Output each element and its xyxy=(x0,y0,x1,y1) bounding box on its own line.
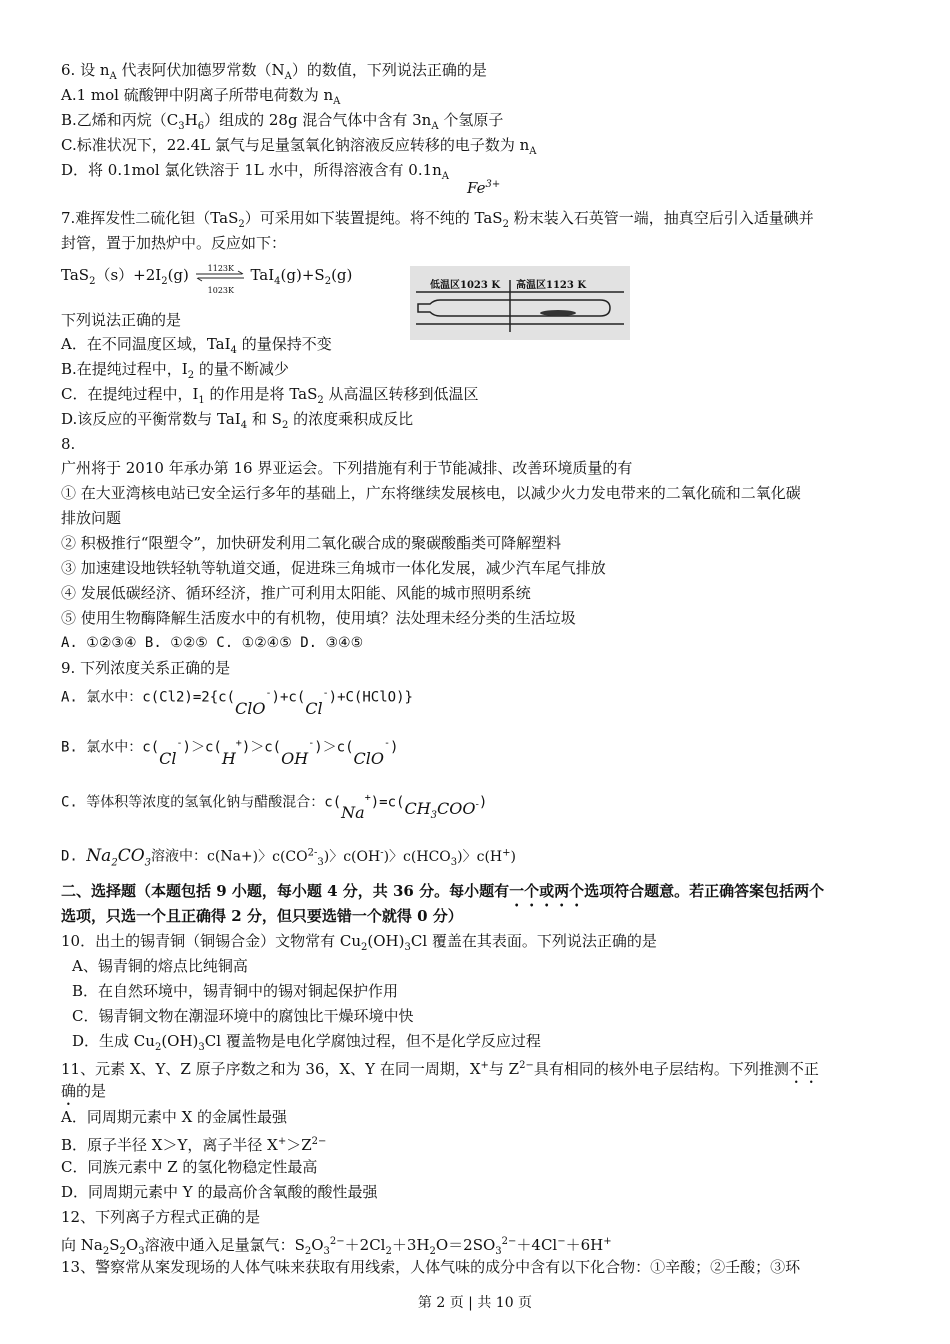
q6-option-d: D．将 0.1mol 氯化铁溶于 1L 水中，所得溶液含有 $0.1n_A$ xyxy=(61,161,450,182)
q12-stem: 12、下列离子方程式正确的是 xyxy=(61,1208,261,1226)
q9-option-d: D. $Na_2CO_3$溶液中：c(Na+)〉$c(CO^{2-}_3)$〉c(OH-)〉$c(HCO_3)$〉c(H+) xyxy=(61,845,516,869)
q8-item-5: ⑤ 使用生物酶降解生活废水中的有机物，使用填？法处理未经分类的生活垃圾 xyxy=(61,609,576,627)
low-temp-label: 低温区1023 K xyxy=(430,280,501,291)
q8-number: 8. xyxy=(61,435,76,453)
q11-option-c: C．同族元素中 Z 的氢化物稳定性最高 xyxy=(61,1158,318,1176)
q10-option-a: A、锡青铜的熔点比纯铜高 xyxy=(72,957,248,975)
q6-fe-ion: $Fe^{3+}$ xyxy=(467,179,501,197)
equilibrium-arrow-icon: 1123K 1023K xyxy=(194,266,246,286)
q8-item-1: ① 在大亚湾核电站已安全运行多年的基础上，广东将继续发展核电，以减少火力发电带来的二氧化硫和二氧化碳 xyxy=(61,484,801,502)
q6-option-a: A.1 mol 硫酸钾中阴离子所带电荷数为 $n_A$ xyxy=(61,86,341,107)
q7-equation: $TaS_2(s)+2I_2(g)$ 1123K 1023K $TaI_4(g)+S_2(g)$ xyxy=(61,264,353,295)
page-footer: 第 2 页 | 共 10 页 xyxy=(417,1295,533,1311)
q10-option-d: D．生成 $Cu_2(OH)_3Cl$ 覆盖物是电化学腐蚀过程，但不是化学反应过程 xyxy=(72,1032,541,1053)
q13-stem: 13、警察常从案发现场的人体气味来获取有用线索，人体气味的成分中含有以下化合物：①辛酸；②壬酸；③环 xyxy=(61,1258,801,1276)
q9-option-c: C. 等体积等浓度的氢氧化钠与醋酸混合：$c(Na^+)=c(CH_3COO^-)$ xyxy=(61,792,488,823)
q7-stem-1: 7.难挥发性二硫化钽（TaS$_2$）可采用如下装置提纯。将不纯的 TaS$_2$ 粉末装入石英管一端，抽真空后引入适量碘并 xyxy=(61,209,814,230)
q9-stem: 9. 下列浓度关系正确的是 xyxy=(61,659,231,677)
section-2-heading-line-1: 二、选择题（本题包括 9 小题，每小题 4 分，共 36 分。每小题有一个或两个选项符合题意。若正确答案包括两个 xyxy=(61,882,825,900)
q11-option-b: B．原子半径 X＞Y，离子半径 $X^+>Z^{2-}$ xyxy=(61,1136,327,1154)
q10-stem: 10．出土的锡青铜（铜锡合金）文物常有 $Cu_2(OH)_3Cl$ 覆盖在其表面。下列说法正确的是 xyxy=(61,932,657,953)
q10-option-b: B．在自然环境中，锡青铜中的锡对铜起保护作用 xyxy=(72,982,399,1000)
high-temp-label: 高温区1123 K xyxy=(516,280,587,291)
q8-options: A. ①②③④ B. ①②⑤ C. ①②④⑤ D. ③④⑤ xyxy=(61,635,364,651)
section-2-heading-line-2: 选项，只选一个且正确得 2 分，但只要选错一个就得 0 分） xyxy=(61,907,463,925)
q7-option-b: B.在提纯过程中，$I_2$ 的量不断减少 xyxy=(61,360,289,381)
q8-item-4: ④ 发展低碳经济、循环经济，推广可利用太阳能、风能的城市照明系统 xyxy=(61,584,531,602)
q7-option-a: A．在不同温度区域，TaI$_4$ 的量保持不变 xyxy=(61,335,332,356)
q9-option-b: B. 氯水中：c(Cl-)＞c(H+)＞c(OH-)＞c(ClO-) xyxy=(61,738,399,768)
q8-stem: 广州将于 2010 年承办第 16 界亚运会。下列措施有利于节能减排、改善环境质量的有 xyxy=(61,459,633,477)
q6-option-b: B.乙烯和丙烷$(C_3H_6)$组成的 28g 混合气体中含有 $3n_A$ 个氢原子 xyxy=(61,111,504,132)
q7-ask: 下列说法正确的是 xyxy=(61,311,182,329)
q6-stem: 6. 设 $n_A$ 代表阿伏加德罗常数$(N_A)$的数值，下列说法正确的是 xyxy=(61,61,487,82)
q8-item-1-cont: 排放问题 xyxy=(61,509,122,527)
q8-item-2: ② 积极推行“限塑令”，加快研发利用二氧化碳合成的聚碳酸酯类可降解塑料 xyxy=(61,534,562,552)
q9-option-a: A. 氯水中：c(Cl2)=2{c(ClO-)+c(Cl-)+C(HClO)} xyxy=(61,688,413,718)
q6-option-c: C.标准状况下，22.4L 氯气与足量氢氧化钠溶液反应转移的电子数为 $n_A$ xyxy=(61,136,537,157)
q12-equation: 向 $Na_2S_2O_3$溶液中通入足量氯气：$S_2O_3^{2-}+2Cl_2+3H_2O=2SO_3^{2-}+4Cl^-+6H^+$ xyxy=(61,1236,612,1257)
q8-item-3: ③ 加速建设地铁轻轨等轨道交通，促进珠三角城市一体化发展，减少汽车尾气排放 xyxy=(61,559,606,577)
q11-option-d: D．同周期元素中 Y 的最高价含氧酸的酸性最强 xyxy=(61,1183,378,1201)
q7-option-c: C．在提纯过程中，$I_1$ 的作用是将 TaS$_2$ 从高温区转移到低温区 xyxy=(61,385,479,406)
q7-stem-2: 封管，置于加热炉中。反应如下： xyxy=(61,234,287,252)
q11-stem-cont: 确的是 xyxy=(61,1082,107,1100)
q7-option-d: D.该反应的平衡常数与 TaI$_4$ 和 $S_2$ 的浓度乘积成反比 xyxy=(61,410,414,431)
q10-option-c: C．锡青铜文物在潮湿环境中的腐蚀比干燥环境中快 xyxy=(72,1007,414,1025)
quartz-tube-figure xyxy=(410,266,630,340)
q11-stem: 11、元素 X、Y、Z 原子序数之和为 36，X、Y 在同一周期，X+与 $Z^{2-}$具有相同的核外电子层结构。下列推测不正 xyxy=(61,1060,819,1078)
q11-option-a: A．同周期元素中 X 的金属性最强 xyxy=(61,1108,288,1126)
